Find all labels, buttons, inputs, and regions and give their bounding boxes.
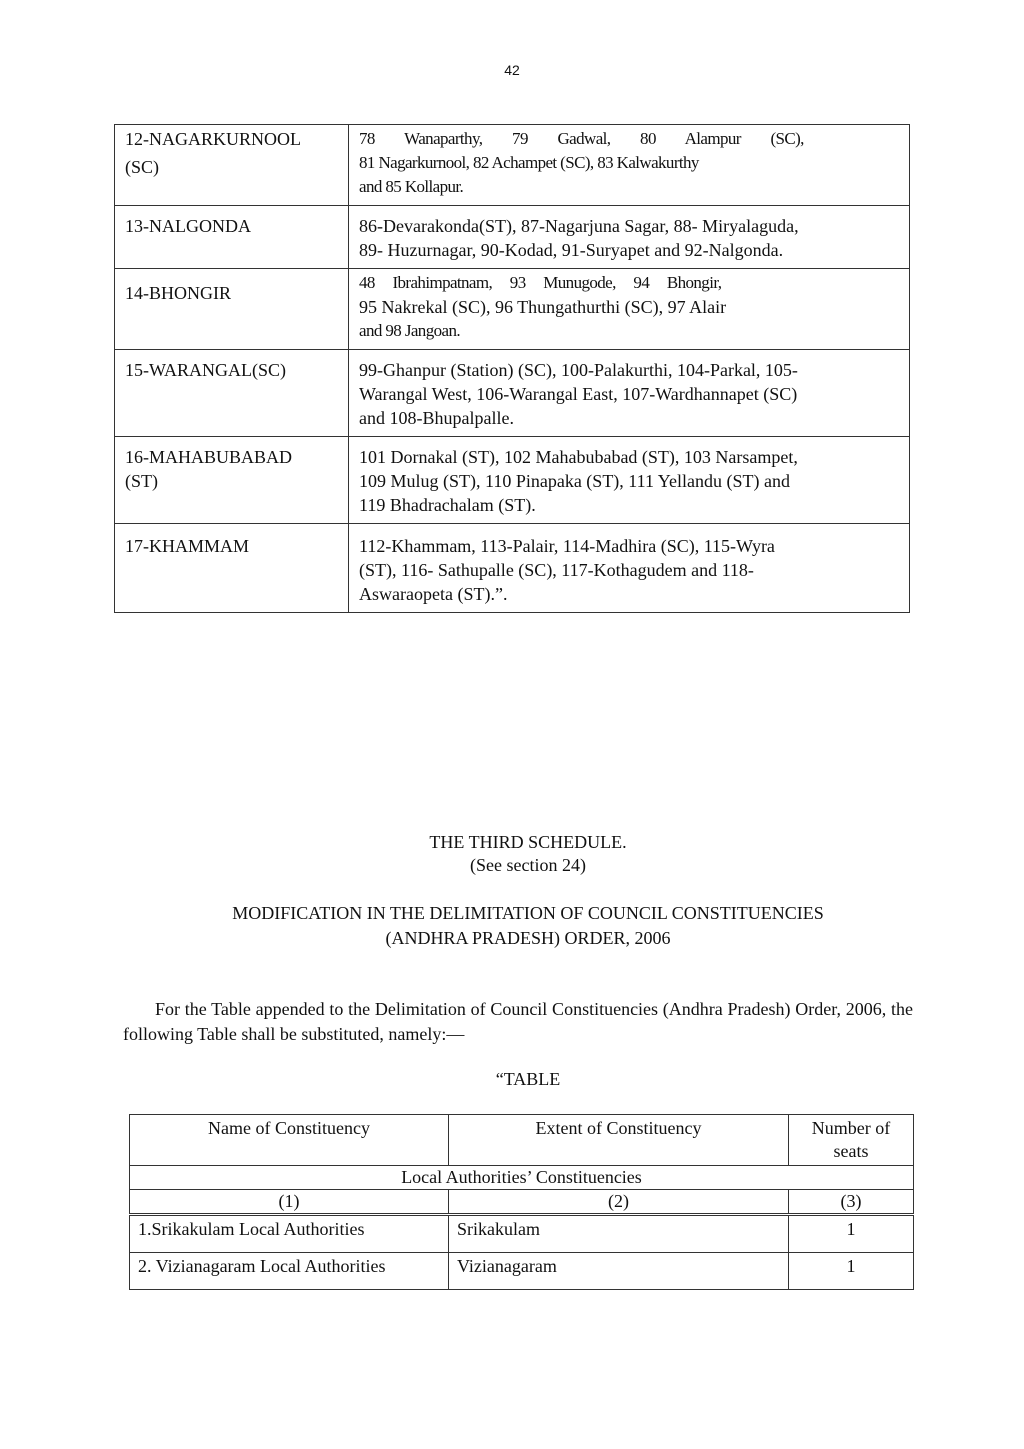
extent-line: 101 Dornakal (ST), 102 Mahabubabad (ST), 103 Narsampet, (359, 447, 798, 467)
table-row (115, 206, 910, 269)
extent-line: Aswaraopeta (ST).”. (359, 584, 508, 604)
table-header-row (130, 1115, 914, 1166)
constituency-name: 16-MAHABUBABAD (125, 447, 293, 467)
constituency-name-cell (115, 437, 349, 524)
constituency-name: 2. Vizianagaram Local Authorities (130, 1253, 449, 1290)
column-index: (3) (789, 1190, 914, 1215)
section-title: Local Authorities’ Constituencies (130, 1166, 914, 1190)
extent-line: 89- Huzurnagar, 90-Kodad, 91-Suryapet and 92-Nalgonda. (359, 240, 784, 260)
extent-line: and 98 Jangoan. (359, 321, 461, 340)
column-index: (2) (449, 1190, 789, 1215)
constituency-extent-cell (349, 437, 910, 524)
extent-line: 95 Nakrekal (SC), 96 Thungathurthi (SC), 97 Alair (359, 297, 727, 317)
extent-line: 119 Bhadrachalam (ST). (359, 495, 536, 515)
constituency-extent-cell (349, 524, 910, 613)
constituency-name-cell (115, 206, 349, 269)
schedule-paragraph: For the Table appended to the Delimitation of Council Constituencies (Andhra Pradesh) Order, 2006, the following Table shall be substituted, namely:— (123, 999, 913, 1044)
table-row (115, 437, 910, 524)
page-number: 42 (504, 62, 520, 78)
constituency-name: 15-WARANGAL(SC) (125, 360, 286, 380)
header-name: Name of Constituency (130, 1115, 449, 1166)
extent-line: 109 Mulug (ST), 110 Pinapaka (ST), 111 Yellandu (ST) and (359, 471, 790, 491)
header-extent: Extent of Constituency (449, 1115, 789, 1166)
table-row (115, 350, 910, 437)
constituency-name-cell (115, 269, 349, 350)
extent-line: and 85 Kollapur. (359, 177, 464, 196)
seat-count: 1 (789, 1253, 914, 1290)
table-row (130, 1253, 914, 1290)
extent-line: 99-Ghanpur (Station) (SC), 100-Palakurthi, 104-Parkal, 105- (359, 360, 798, 380)
council-constituency-table (129, 1114, 914, 1290)
table-row (130, 1215, 914, 1253)
constituency-extent-cell (349, 125, 910, 206)
constituency-extent-cell (349, 350, 910, 437)
constituency-table (114, 124, 910, 613)
extent-line: and 108-Bhupalpalle. (359, 408, 514, 428)
column-index: (1) (130, 1190, 449, 1215)
extent-line: 78 Wanaparthy, 79 Gadwal, 80 Alampur (SC), (359, 129, 804, 148)
constituency-name: 17-KHAMMAM (125, 536, 250, 556)
constituency-name-cell (115, 125, 349, 206)
constituency-extent-cell (349, 206, 910, 269)
table-row (115, 269, 910, 350)
header-seats-line1: Number of (811, 1118, 891, 1138)
extent-line: 86-Devarakonda(ST), 87-Nagarjuna Sagar, 88- Miryalaguda, (359, 216, 799, 236)
table-row (115, 125, 910, 206)
constituency-name: 1.Srikakulam Local Authorities (130, 1215, 449, 1253)
section-row (130, 1166, 914, 1190)
seat-count: 1 (789, 1215, 914, 1253)
schedule-heading-line2: (ANDHRA PRADESH) ORDER, 2006 (385, 928, 671, 948)
header-seats (789, 1115, 914, 1166)
constituency-category: (SC) (125, 157, 160, 177)
schedule-reference: (See section 24) (470, 855, 586, 875)
constituency-extent: Srikakulam (449, 1215, 789, 1253)
constituency-name-cell (115, 524, 349, 613)
constituency-extent-cell (349, 269, 910, 350)
table-label: “TABLE (495, 1069, 561, 1089)
constituency-category: (ST) (125, 471, 158, 491)
extent-line: 81 Nagarkurnool, 82 Achampet (SC), 83 Kalwakurthy (359, 153, 699, 172)
table-row (115, 524, 910, 613)
constituency-name-cell (115, 350, 349, 437)
extent-line: 112-Khammam, 113-Palair, 114-Madhira (SC), 115-Wyra (359, 536, 775, 556)
extent-line: Warangal West, 106-Warangal East, 107-Wardhannapet (SC) (359, 384, 798, 404)
header-seats-line2: seats (833, 1141, 869, 1161)
constituency-name: 13-NALGONDA (125, 216, 251, 236)
schedule-heading-line1: MODIFICATION IN THE DELIMITATION OF COUNCIL CONSTITUENCIES (232, 903, 824, 923)
constituency-name: 12-NAGARKURNOOL (125, 129, 301, 149)
schedule-title: THE THIRD SCHEDULE. (429, 832, 627, 852)
column-index-row (130, 1190, 914, 1215)
extent-line: 48 Ibrahimpatnam, 93 Munugode, 94 Bhongir, (359, 273, 722, 292)
constituency-name: 14-BHONGIR (125, 283, 231, 303)
constituency-extent: Vizianagaram (449, 1253, 789, 1290)
extent-line: (ST), 116- Sathupalle (SC), 117-Kothagudem and 118- (359, 560, 754, 580)
